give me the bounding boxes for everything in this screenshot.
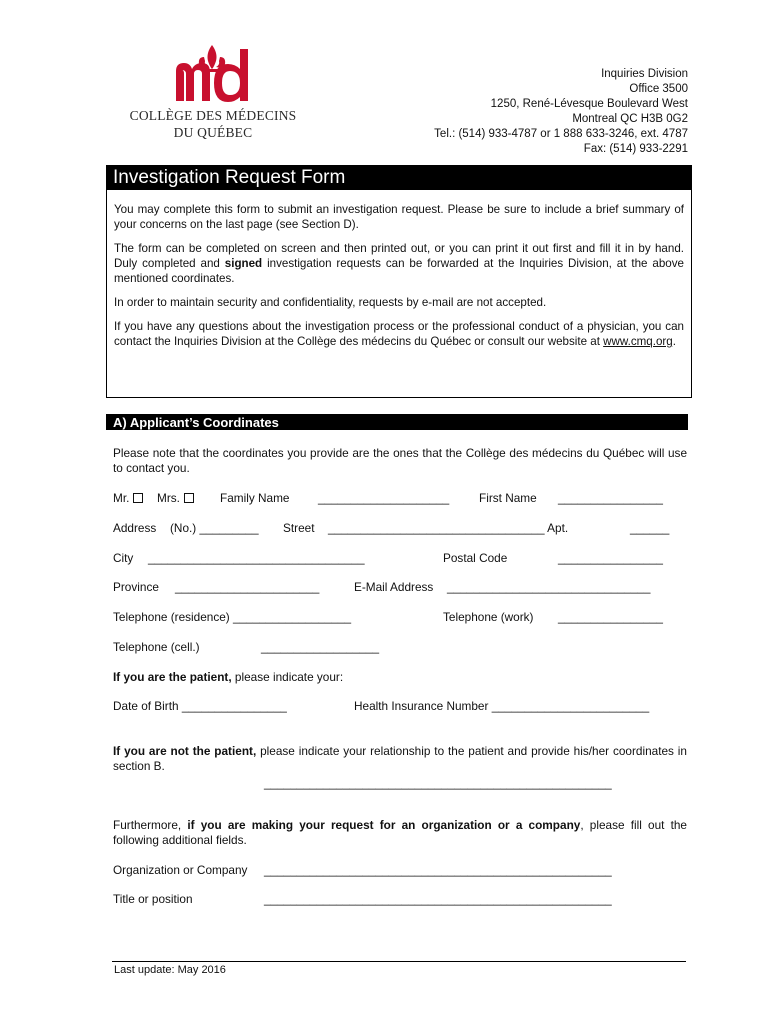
patient-rest: please indicate your:	[231, 670, 344, 684]
logo-text-line1: COLLÈGE DES MÉDECINS	[129, 108, 297, 123]
mrs-option[interactable]	[157, 491, 194, 505]
last-update: Last update: May 2016	[114, 964, 226, 976]
mr-checkbox[interactable]	[133, 493, 143, 503]
furthermore-bold: if you are making your request for an organization or a company	[187, 818, 581, 832]
address-label: Address	[113, 521, 157, 535]
postal-code-field[interactable]: ________________	[558, 551, 663, 565]
address-line: Inquiries Division	[601, 68, 688, 80]
form-title: Investigation Request Form	[106, 165, 692, 190]
telephone-work-field[interactable]: ________________	[558, 610, 663, 624]
organization-instruction	[113, 818, 687, 848]
telephone-work-label: Telephone (work)	[443, 610, 534, 624]
address-number-field[interactable]: (No.) _________	[170, 521, 259, 535]
address-line: Tel.: (514) 933-4787 or 1 888 633-3246, ext. 4787	[434, 128, 688, 140]
health-insurance-field[interactable]: Health Insurance Number ________________________	[354, 699, 650, 713]
city-label: City	[113, 551, 134, 565]
email-label: E-Mail Address	[354, 580, 434, 594]
mr-label: Mr.	[113, 491, 130, 505]
date-of-birth-field[interactable]: Date of Birth ________________	[113, 699, 287, 713]
organization-field[interactable]: _____________________________________________________	[264, 863, 612, 877]
intro-text: .	[672, 335, 676, 348]
title-position-label: Title or position	[113, 892, 193, 906]
furthermore-text: , please fill out the following additional fields.	[113, 818, 687, 847]
address-line: Fax: (514) 933-2291	[583, 143, 688, 155]
address-line: Office 3500	[629, 83, 688, 95]
intro-paragraph-2	[114, 241, 684, 286]
not-patient-bold: If you are not the patient,	[113, 744, 257, 758]
province-field[interactable]: ______________________	[175, 580, 320, 594]
patient-bold: If you are the patient,	[113, 670, 232, 684]
address-line: 1250, René-Lévesque Boulevard West	[490, 98, 688, 110]
logo-text-line2: DU QUÉBEC	[173, 125, 253, 140]
cmq-fleur-de-lis-md-logo-icon	[118, 45, 308, 107]
family-name-field[interactable]: ____________________	[318, 491, 450, 505]
mr-option[interactable]	[113, 491, 143, 505]
section-a-heading: A) Applicant’s Coordinates	[106, 414, 688, 430]
not-patient-instruction	[113, 744, 687, 774]
city-field[interactable]: _________________________________	[148, 551, 365, 565]
telephone-cell-label: Telephone (cell.)	[113, 640, 200, 654]
website-link[interactable]: www.cmq.org	[603, 335, 673, 348]
mrs-label: Mrs.	[157, 491, 180, 505]
inquiries-address	[434, 67, 688, 157]
cmq-logo	[118, 45, 308, 145]
intro-text: investigation requests can be forwarded at the Inquiries Division, at the above mentioned coordinates.	[114, 257, 684, 285]
intro-paragraph-3: In order to maintain security and confidentiality, requests by e-mail are not accepted.	[114, 296, 547, 309]
province-label: Province	[113, 580, 159, 594]
section-a-note: Please note that the coordinates you provide are the ones that the Collège des médecins du Québec will use to contact you.	[113, 446, 687, 475]
first-name-label: First Name	[479, 491, 537, 505]
intro-bold-signed: signed	[224, 257, 263, 270]
email-field[interactable]: _______________________________	[447, 580, 651, 594]
intro-paragraph-1: You may complete this form to submit an investigation request. Please be sure to include a brief summary of your concerns on the last page (see Section D).	[114, 203, 684, 231]
telephone-residence-field[interactable]: Telephone (residence) __________________	[113, 610, 352, 624]
intro-text: The form can be completed on screen and then printed out, or you can print it out first and fill it in by hand. Duly completed and	[114, 242, 684, 270]
telephone-cell-field[interactable]: __________________	[261, 640, 380, 654]
first-name-field[interactable]: ________________	[558, 491, 663, 505]
apt-field[interactable]: ______	[630, 521, 670, 535]
mrs-checkbox[interactable]	[184, 493, 194, 503]
street-label: Street	[283, 521, 315, 535]
intro-paragraph-4	[114, 319, 684, 349]
relationship-field[interactable]: _____________________________________________________	[264, 776, 612, 790]
title-position-field[interactable]: _____________________________________________________	[264, 892, 612, 906]
footer-divider	[112, 961, 686, 962]
organization-label: Organization or Company	[113, 863, 248, 877]
intro-text: If you have any questions about the investigation process or the professional conduct of a physician, you can contact the Inquiries Division at the Collège des médecins du Québec or consult our website at	[114, 320, 684, 348]
address-line: Montreal QC H3B 0G2	[572, 113, 688, 125]
street-field[interactable]: _________________________________ Apt.	[328, 521, 569, 535]
patient-instruction	[113, 670, 343, 684]
not-patient-rest: please indicate your relationship to the patient and provide his/her coordinates in section B.	[113, 744, 687, 773]
furthermore-text: Furthermore,	[113, 818, 188, 832]
intro-box	[106, 190, 692, 398]
family-name-label: Family Name	[220, 491, 290, 505]
postal-code-label: Postal Code	[443, 551, 508, 565]
